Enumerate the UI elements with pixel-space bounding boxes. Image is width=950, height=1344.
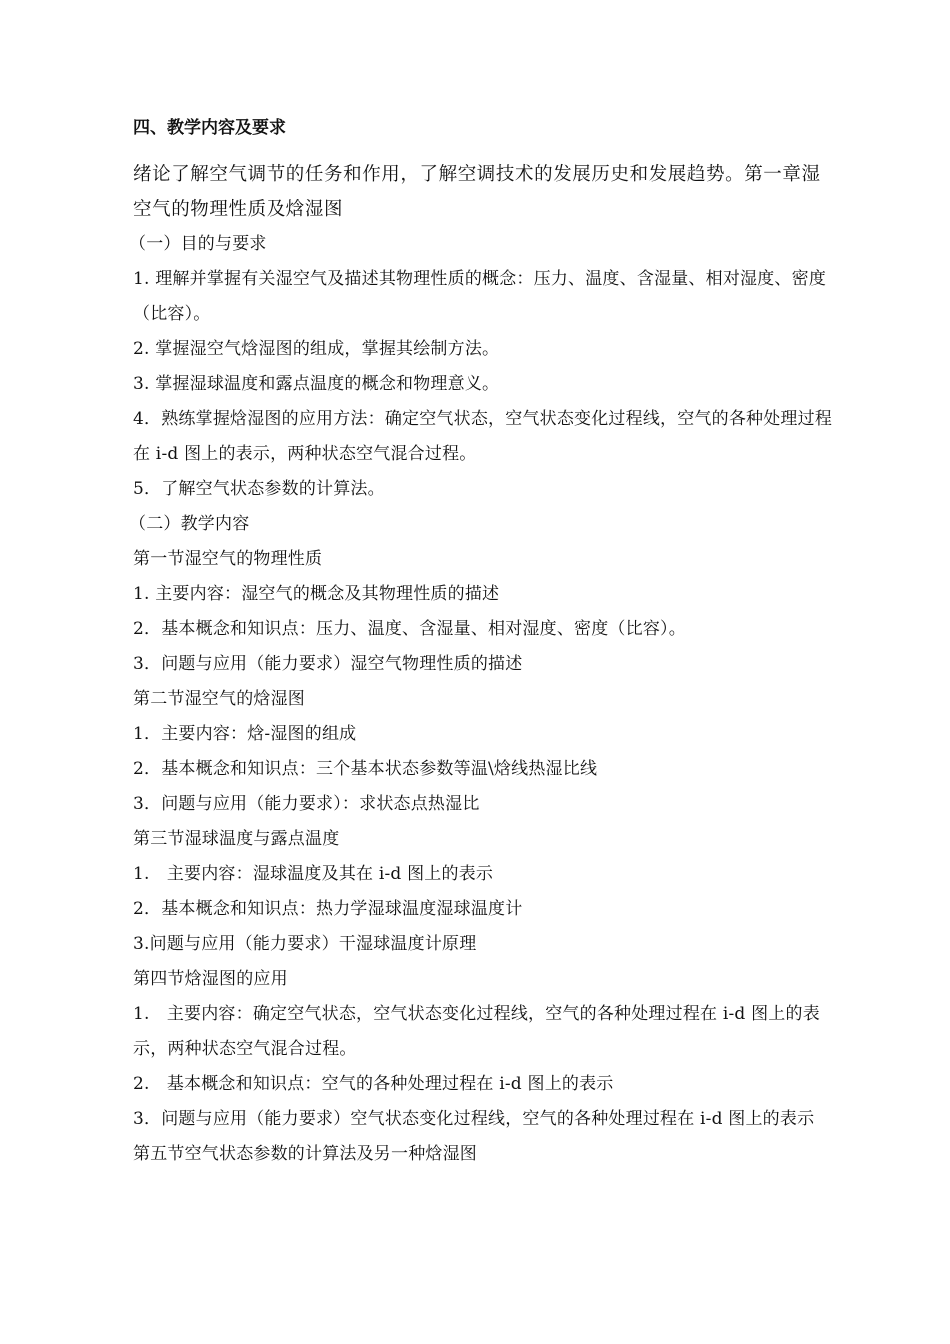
section-4-item-2: 2. 基本概念和知识点：空气的各种处理过程在 i-d 图上的表示: [133, 1074, 614, 1094]
section-5-title: 第五节空气状态参数的计算法及另一种焓湿图: [133, 1144, 477, 1164]
section-4-item-1: 1. 主要内容：确定空气状态，空气状态变化过程线，空气的各种处理过程在 i-d 图上的表示，两种状态空气混合过程。: [133, 1004, 820, 1059]
section-3-item-1: 1. 主要内容：湿球温度及其在 i-d 图上的表示: [133, 864, 494, 884]
section-1-item-1: 1. 主要内容：湿空气的概念及其物理性质的描述: [133, 584, 500, 604]
goal-item-2: 2. 掌握湿空气焓湿图的组成，掌握其绘制方法。: [133, 339, 500, 359]
subsection-goals-heading: （一）目的与要求: [129, 234, 267, 254]
section-3-item-2: 2．基本概念和知识点：热力学湿球温度湿球温度计: [133, 899, 523, 919]
section-3-item-3: 3.问题与应用（能力要求）干湿球温度计原理: [133, 934, 477, 954]
intro-paragraph: 绪论了解空气调节的任务和作用，了解空调技术的发展历史和发展趋势。第一章湿空气的物理性质及焓湿图: [133, 164, 821, 220]
section-4-item-3: 3．问题与应用（能力要求）空气状态变化过程线，空气的各种处理过程在 i-d 图上的表示: [133, 1109, 815, 1129]
subsection-content-heading: （二）教学内容: [129, 514, 250, 534]
goal-item-5: 5．了解空气状态参数的计算法。: [133, 479, 385, 499]
section-heading: 四、教学内容及要求: [133, 118, 286, 138]
section-4-title: 第四节焓湿图的应用: [133, 969, 288, 989]
goal-item-4: 4．熟练掌握焓湿图的应用方法：确定空气状态，空气状态变化过程线，空气的各种处理过程在 i-d 图上的表示，两种状态空气混合过程。: [133, 409, 833, 464]
section-3-title: 第三节湿球温度与露点温度: [133, 829, 340, 849]
section-1-title: 第一节湿空气的物理性质: [133, 549, 323, 569]
section-1-item-2: 2．基本概念和知识点：压力、温度、含湿量、相对湿度、密度（比容）。: [133, 619, 686, 639]
section-2-title: 第二节湿空气的焓湿图: [133, 689, 305, 709]
section-2-item-1: 1．主要内容：焓-湿图的组成: [133, 724, 357, 744]
goal-item-3: 3. 掌握湿球温度和露点温度的概念和物理意义。: [133, 374, 500, 394]
goal-item-1: 1. 理解并掌握有关湿空气及描述其物理性质的概念：压力、温度、含湿量、相对湿度、密度（比容）。: [133, 269, 827, 324]
section-2-item-2: 2．基本概念和知识点：三个基本状态参数等温\焓线热湿比线: [133, 759, 598, 779]
section-1-item-3: 3．问题与应用（能力要求）湿空气物理性质的描述: [133, 654, 523, 674]
document-page: [129, 113, 833, 1172]
section-2-item-3: 3．问题与应用（能力要求）：求状态点热湿比: [133, 794, 480, 814]
